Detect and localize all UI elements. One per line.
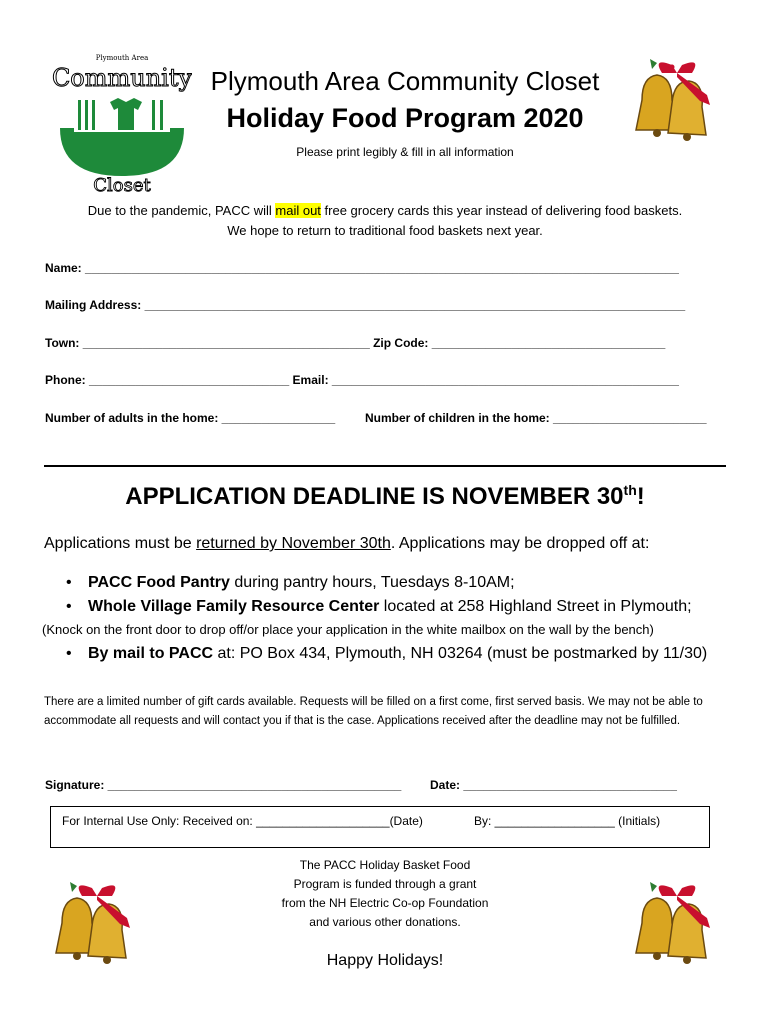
community-closet-logo — [52, 48, 192, 193]
name-field[interactable]: Name: _________________________________________________________________________________________ — [45, 261, 679, 275]
mailing-address-field[interactable]: Mailing Address: _________________________________________________________________________________ — [45, 298, 686, 312]
bells-icon — [622, 55, 732, 155]
bells-icon — [622, 878, 732, 978]
program-title: Holiday Food Program 2020 — [226, 103, 584, 133]
logo-top-text: Plymouth Area — [95, 54, 149, 62]
list-item: • PACC Food Pantry during pantry hours, Tuesdays 8-10AM; — [66, 574, 515, 591]
logo-word-closet: Closet — [93, 175, 151, 193]
return-instructions: Applications must be returned by November 30th. Applications may be dropped off at: — [44, 535, 650, 552]
divider — [44, 465, 726, 467]
org-name: Plymouth Area Community Closet — [210, 66, 600, 96]
date-field[interactable]: Date: ________________________________ — [430, 778, 677, 792]
town-zip-field[interactable]: Town: ___________________________________________ Zip Code: ___________________________________ — [45, 336, 666, 350]
deadline-heading: APPLICATION DEADLINE IS NOVEMBER 30th! — [125, 482, 645, 510]
closing-text: Happy Holidays! — [326, 952, 444, 969]
children-field[interactable]: Number of children in the home: _______________________ — [365, 411, 707, 425]
basket-shape — [60, 128, 184, 176]
instructions: Please print legibly & fill in all information — [296, 145, 514, 159]
funding-note: The PACC Holiday Basket Food Program is funded through a grant from the NH Electric Co-op Foundation and various other donations. — [281, 858, 489, 929]
intro-text: Due to the pandemic, PACC will mail out free grocery cards this year instead of delivering food baskets. We hope to return to traditional food baskets next year. — [87, 203, 683, 238]
internal-received: For Internal Use Only: Received on: ____________________(Date) — [62, 814, 423, 828]
bells-icon — [42, 878, 152, 978]
adults-field[interactable]: Number of adults in the home: _________________ — [45, 411, 336, 425]
internal-by: By: __________________ (Initials) — [474, 814, 661, 828]
highlight-mail-out: mail out — [275, 203, 321, 218]
knock-note: (Knock on the front door to drop off/or place your application in the white mailbox on the wall by the bench) — [42, 622, 654, 637]
limited-notice: There are a limited number of gift cards available. Requests will be filled on a first come, first served basis. We may not be able to accommodate all requests and will contact you if that is the case. Applications received after the deadline may not be fulfilled. — [44, 696, 703, 727]
list-item: • Whole Village Family Resource Center located at 258 Highland Street in Plymouth; — [66, 598, 692, 615]
signature-field[interactable]: Signature: ____________________________________________ — [45, 778, 402, 792]
logo-word-community: Community — [52, 64, 192, 92]
phone-email-field[interactable]: Phone: ______________________________ Email: ____________________________________________________ — [45, 373, 679, 387]
list-item: • By mail to PACC at: PO Box 434, Plymouth, NH 03264 (must be postmarked by 11/30) — [66, 645, 708, 662]
